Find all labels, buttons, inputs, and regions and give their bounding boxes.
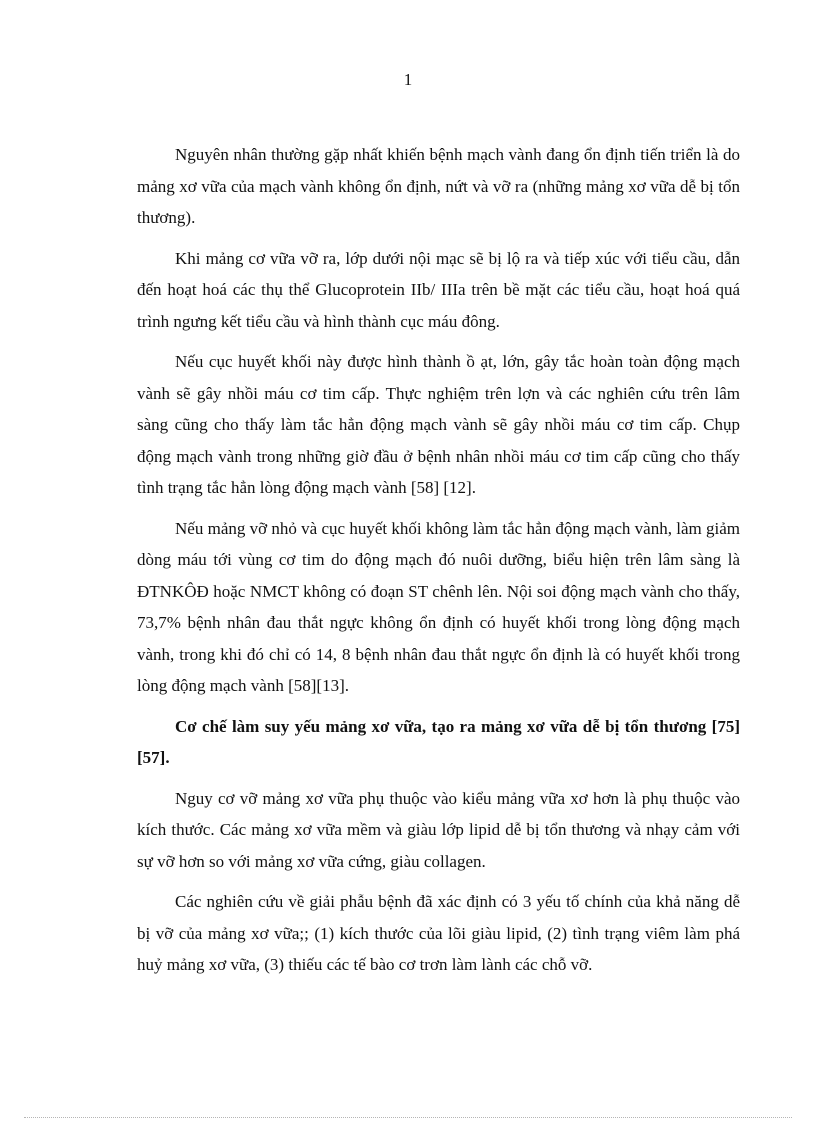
paragraph-plaque-rupture: Khi mảng cơ vữa vỡ ra, lớp dưới nội mạc sẽ bị lộ ra và tiếp xúc với tiểu cầu, dẫn đến hoạt hoá các thụ thể Glucoprotein IIb/ IIIa trên bề mặt các tiểu cầu, hoạt hoá quá trình ngưng kết tiểu cầu và hình thành cục máu đông. bbox=[137, 248, 740, 331]
page-bottom-divider bbox=[24, 1117, 792, 1118]
page-number: 1 bbox=[403, 70, 413, 89]
paragraph-thrombus-occlusion: Nếu cục huyết khối này được hình thành ồ ạt, lớn, gây tắc hoàn toàn động mạch vành sẽ gây nhồi máu cơ tim cấp. Thực nghiệm trên lợn và các nghiên cứu trên lâm sàng cũng cho thấy làm tắc hẳn động mạch vành sẽ gây nhồi máu cơ tim cấp. Chụp động mạch vành trong những giờ đầu ở bệnh nhân nhồi máu cơ tim cấp cũng cho thấy tình trạng tắc hẳn lòng động mạch vành [58] [12]. bbox=[137, 352, 740, 497]
document-body bbox=[137, 139, 740, 990]
paragraph-cause: Nguyên nhân thường gặp nhất khiến bệnh mạch vành đang ổn định tiến triển là do mảng xơ vữa của mạch vành không ổn định, nứt và vỡ ra (những mảng xơ vữa dễ bị tổn thương). bbox=[137, 145, 740, 227]
paragraph-partial-occlusion: Nếu mảng vỡ nhỏ và cục huyết khối không làm tắc hẳn động mạch vành, làm giảm dòng máu tới vùng cơ tim do động mạch đó nuôi dưỡng, biểu hiện trên lâm sàng là ĐTNKÔĐ hoặc NMCT không có đoạn ST chênh lên. Nội soi động mạch vành cho thấy, 73,7% bệnh nhân đau thắt ngực không ổn định có huyết khối trong lòng động mạch vành, trong khi đó chỉ có 14, 8 bệnh nhân đau thắt ngực ổn định là có huyết khối trong lòng động mạch vành [58][13]. bbox=[137, 518, 740, 695]
section-heading-mechanism: Cơ chế làm suy yếu mảng xơ vữa, tạo ra mảng xơ vữa dễ bị tổn thương [75][57]. bbox=[137, 716, 740, 767]
paragraph-plaque-type: Nguy cơ vỡ mảng xơ vữa phụ thuộc vào kiểu mảng vữa xơ hơn là phụ thuộc vào kích thước. Các mảng xơ vữa mềm và giàu lớp lipid dễ bị tổn thương và nhạy cảm với sự vỡ hơn so với mảng xơ vữa cứng, giàu collagen. bbox=[137, 788, 740, 871]
paragraph-pathology-factors: Các nghiên cứu về giải phẫu bệnh đã xác định có 3 yếu tố chính của khả năng dễ bị vỡ của mảng xơ vữa;; (1) kích thước của lõi giàu lipid, (2) tình trạng viêm làm phá huỷ mảng xơ vữa, (3) thiếu các tế bào cơ trơn làm lành các chỗ vỡ. bbox=[137, 892, 740, 974]
